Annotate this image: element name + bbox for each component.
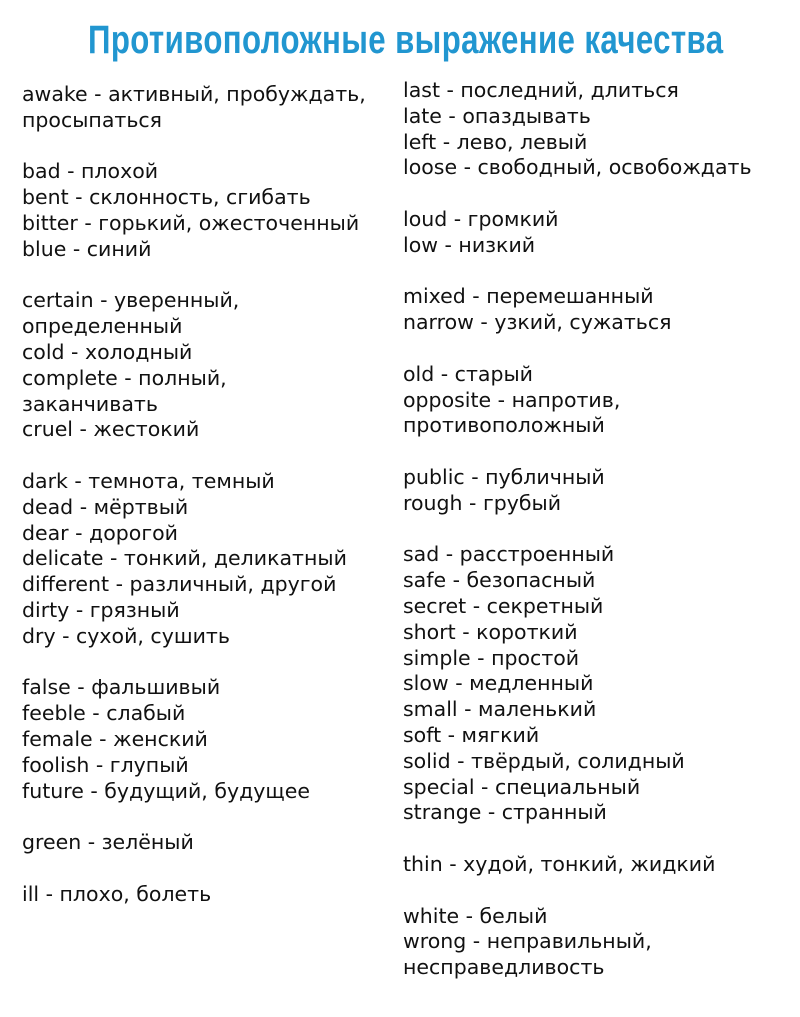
word-entry: bad - плохой [22,159,159,184]
word-entry: feeble - слабый [22,701,186,726]
word-entry: wrong - неправильный, [403,929,652,954]
word-entry: bitter - горький, ожесточенный [22,210,360,235]
word-entry: simple - простой [403,645,580,670]
word-entry: future - будущий, будущее [22,778,310,803]
word-entry: solid - твёрдый, солидный [403,748,685,773]
word-entry: loud - громкий [403,206,559,231]
word-entry: ill - плохо, болеть [22,881,212,906]
word-entry: dirty - грязный [22,597,180,622]
word-entry: strange - странный [403,800,607,825]
blank-line [22,134,366,160]
word-entry: public - публичный [403,464,605,489]
word-entry: white - белый [403,903,548,928]
word-entry: slow - медленный [403,671,594,696]
word-entry: green - зелёный [22,830,194,855]
word-entry: cruel - жестокий [22,417,200,442]
word-entry: false - фальшивый [22,675,221,700]
word-entry: blue - синий [22,236,152,261]
word-entry: несправедливость [403,955,605,980]
word-entry: soft - мягкий [403,722,540,747]
blank-line [403,336,752,362]
word-entry: dark - темнота, темный [22,468,275,493]
word-entry: secret - секретный [403,593,604,618]
blank-line [403,517,752,543]
word-entry: delicate - тонкий, деликатный [22,546,347,571]
word-entry: заканчивать [22,391,158,416]
word-entry: complete - полный, [22,365,227,390]
blank-line [403,181,752,207]
word-entry: small - маленький [403,697,597,722]
word-entry: thin - худой, тонкий, жидкий [403,851,716,876]
word-entry: foolish - глупый [22,752,189,777]
word-entry: safe - безопасный [403,568,596,593]
word-entry: dry - сухой, сушить [22,623,230,648]
word-entry: sad - расстроенный [403,542,615,567]
right-word-column [403,78,752,981]
word-entry: противоположный [403,413,605,438]
blank-line [22,263,366,289]
word-entry: old - старый [403,361,533,386]
word-entry: определенный [22,314,183,339]
word-entry: rough - грубый [403,490,562,515]
word-entry: awake - активный, пробуждать, [22,82,366,106]
blank-line [403,878,752,904]
word-entry: female - женский [22,726,208,751]
blank-line [403,439,752,465]
word-entry: narrow - узкий, сужаться [403,310,672,335]
left-word-column [22,82,366,908]
blank-line [403,826,752,852]
word-entry: просыпаться [22,107,163,132]
word-entry: dear - дорогой [22,520,178,545]
blank-line [403,259,752,285]
word-entry: late - опаздывать [403,103,591,128]
blank-line [22,443,366,469]
page-title: Противоположные выражение качества [88,18,724,62]
word-entry: short - короткий [403,619,578,644]
word-entry: last - последний, длиться [403,78,679,102]
word-entry: low - низкий [403,232,536,257]
blank-line [22,856,366,882]
word-entry: dead - мёртвый [22,494,189,519]
word-entry: mixed - перемешанный [403,284,654,309]
word-entry: bent - склонность, сгибать [22,185,311,210]
word-entry: left - лево, левый [403,129,588,154]
word-entry: certain - уверенный, [22,288,240,313]
blank-line [22,804,366,830]
blank-line [22,650,366,676]
word-entry: special - специальный [403,774,641,799]
word-entry: cold - холодный [22,339,193,364]
word-entry: opposite - напротив, [403,387,621,412]
word-entry: loose - свободный, освобождать [403,155,752,180]
word-entry: different - различный, другой [22,572,337,597]
